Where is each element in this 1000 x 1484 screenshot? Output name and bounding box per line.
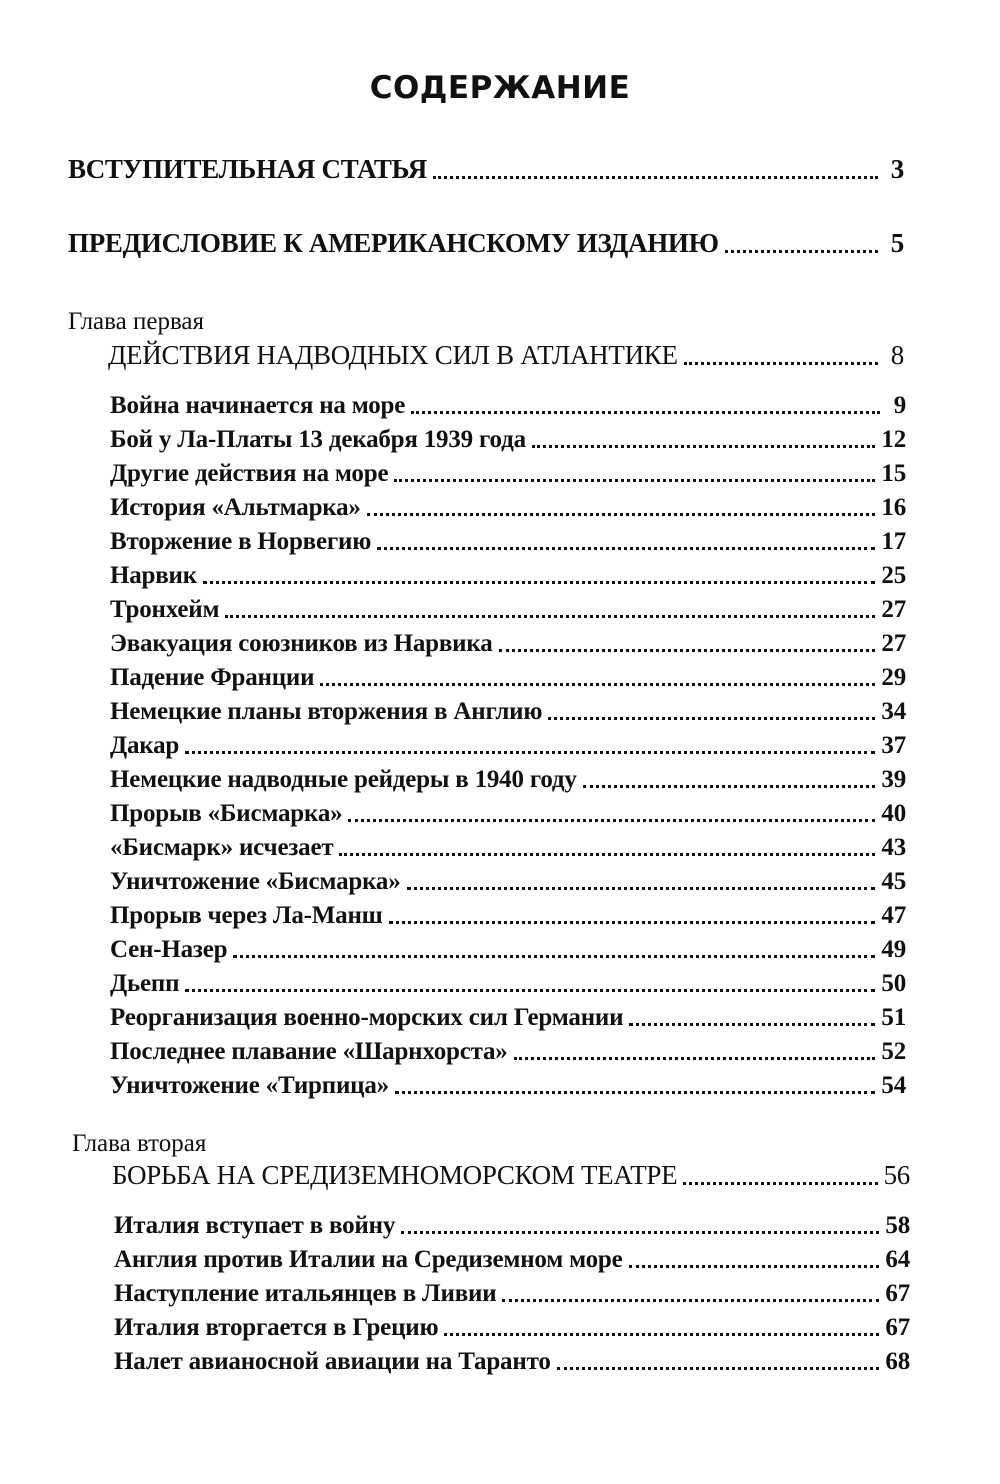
toc-page-number: 58 [885,1212,910,1239]
chapter-label: Глава вторая [72,1130,207,1157]
chapter-title-row [108,340,904,371]
toc-entry-label: «Бисмарк» исчезает [110,834,334,861]
toc-row [110,562,906,590]
dot-leader [367,513,876,516]
dot-leader [684,362,878,365]
dot-leader [548,717,875,720]
toc-page-number: 17 [881,528,906,555]
toc-entry-label: Наступление итальянцев в Ливии [114,1280,497,1307]
dot-leader [185,989,875,992]
dot-leader [433,176,878,179]
toc-page-number: 27 [881,630,906,657]
dot-leader [225,615,875,618]
toc-entry-label: Нарвик [110,562,197,589]
dot-leader [394,479,875,482]
toc-entry-label: Бой у Ла-Платы 13 декабря 1939 года [110,426,526,453]
dot-leader [532,445,876,448]
chapter-label: Глава первая [68,308,205,335]
toc-row [110,732,906,760]
toc-entry-label: Уничтожение «Тирпица» [110,1072,389,1099]
toc-row [110,902,906,930]
toc-page-number: 8 [890,340,904,370]
toc-row-introductory-article [68,154,904,185]
toc-row [110,766,906,794]
toc-entry-label: Сен-Назер [110,936,228,963]
toc-entry-label: Тронхейм [110,596,220,623]
toc-entry-label: Эвакуация союзников из Нарвика [110,630,493,657]
dot-leader [514,1057,876,1060]
toc-entry-label: Немецкие надводные рейдеры в 1940 году [110,766,577,793]
dot-leader [407,887,876,890]
dot-leader [683,1182,877,1185]
toc-row [110,392,906,420]
toc-page-number: 12 [881,426,906,453]
toc-entry-label: ПРЕДИСЛОВИЕ К АМЕРИКАНСКОМУ ИЗДАНИЮ [68,228,719,258]
toc-page-number: 15 [881,460,906,487]
toc-page-number: 49 [881,936,906,963]
dot-leader [629,1265,880,1268]
dot-leader [203,581,875,584]
toc-page-number: 40 [881,800,906,827]
toc-page-number: 67 [885,1280,910,1307]
toc-entry-label: Налет авианосной авиации на Таранто [114,1348,551,1375]
chapter-title: БОРЬБА НА СРЕДИЗЕМНОМОРСКОМ ТЕАТРЕ [112,1160,678,1190]
toc-row [110,494,906,522]
toc-entry-label: Война начинается на море [110,392,406,419]
toc-page-number: 47 [881,902,906,929]
toc-entry-label: История «Альтмарка» [110,494,361,521]
toc-row [110,596,906,624]
toc-row [110,834,906,862]
toc-page-number: 34 [881,698,906,725]
dot-leader [339,853,875,856]
toc-page-number: 64 [885,1246,910,1273]
dot-leader [725,250,878,253]
toc-page-number: 52 [881,1038,906,1065]
dot-leader [395,1091,875,1094]
toc-page-number: 27 [881,596,906,623]
dot-leader [444,1333,879,1336]
dot-leader [583,785,876,788]
toc-page-number: 51 [881,1004,906,1031]
toc-page-number: 37 [881,732,906,759]
toc-entry-label: Дьепп [110,970,180,997]
toc-row [110,1072,906,1100]
dot-leader [348,819,875,822]
toc-row [114,1280,910,1308]
toc-row-preface-american-edition [68,228,904,259]
chapter-title-row [112,1160,910,1191]
toc-entry-label: Прорыв «Бисмарка» [110,800,343,827]
dot-leader [377,547,875,550]
toc-row [110,426,906,454]
toc-row [110,1004,906,1032]
toc-page-number: 3 [890,154,904,184]
toc-entry-label: ВСТУПИТЕЛЬНАЯ СТАТЬЯ [68,154,427,184]
toc-page-number: 5 [890,228,904,258]
toc-page-number: 68 [885,1348,910,1375]
toc-row [114,1314,910,1342]
page-title: СОДЕРЖАНИЕ [369,70,631,106]
dot-leader [185,751,875,754]
toc-page-number: 50 [881,970,906,997]
dot-leader [629,1023,875,1026]
toc-entry-label: Уничтожение «Бисмарка» [110,868,401,895]
toc-entry-label: Италия вступает в войну [114,1212,396,1239]
toc-row [110,800,906,828]
toc-row [110,664,906,692]
toc-row [110,868,906,896]
dot-leader [502,1299,879,1302]
toc-row [110,970,906,998]
dot-leader [233,955,875,958]
toc-row [110,460,906,488]
dot-leader [411,411,880,414]
toc-entry-label: Реорганизация военно-морских сил Германии [110,1004,624,1031]
toc-row [114,1348,910,1376]
dot-leader [401,1231,879,1234]
toc-page-number: 16 [881,494,906,521]
toc-entry-label: Италия вторгается в Грецию [114,1314,439,1341]
toc-row [110,630,906,658]
toc-entry-label: Дакар [110,732,180,759]
toc-page-number: 54 [881,1072,906,1099]
toc-page-number: 45 [881,868,906,895]
toc-page-number: 39 [881,766,906,793]
toc-entry-label: Немецкие планы вторжения в Англию [110,698,543,725]
toc-page-number: 43 [881,834,906,861]
toc-entry-label: Другие действия на море [110,460,389,487]
toc-page-number: 29 [881,664,906,691]
toc-row [114,1212,910,1240]
toc-row [110,936,906,964]
dot-leader [320,683,875,686]
toc-entry-label: Падение Франции [110,664,315,691]
toc-entry-label: Вторжение в Норвегию [110,528,372,555]
toc-row [110,1038,906,1066]
chapter-title: ДЕЙСТВИЯ НАДВОДНЫХ СИЛ В АТЛАНТИКЕ [108,340,678,370]
toc-row [114,1246,910,1274]
toc-page-number: 25 [881,562,906,589]
dot-leader [557,1367,880,1370]
toc-page-number: 67 [885,1314,910,1341]
dot-leader [499,649,876,652]
toc-entry-label: Прорыв через Ла-Манш [110,902,383,929]
toc-entry-label: Англия против Италии на Средиземном море [114,1246,623,1273]
toc-page-number: 56 [883,1160,910,1190]
dot-leader [389,921,876,924]
toc-page-number: 9 [893,392,906,419]
toc-row [110,528,906,556]
toc-row [110,698,906,726]
toc-entry-label: Последнее плавание «Шарнхорста» [110,1038,508,1065]
